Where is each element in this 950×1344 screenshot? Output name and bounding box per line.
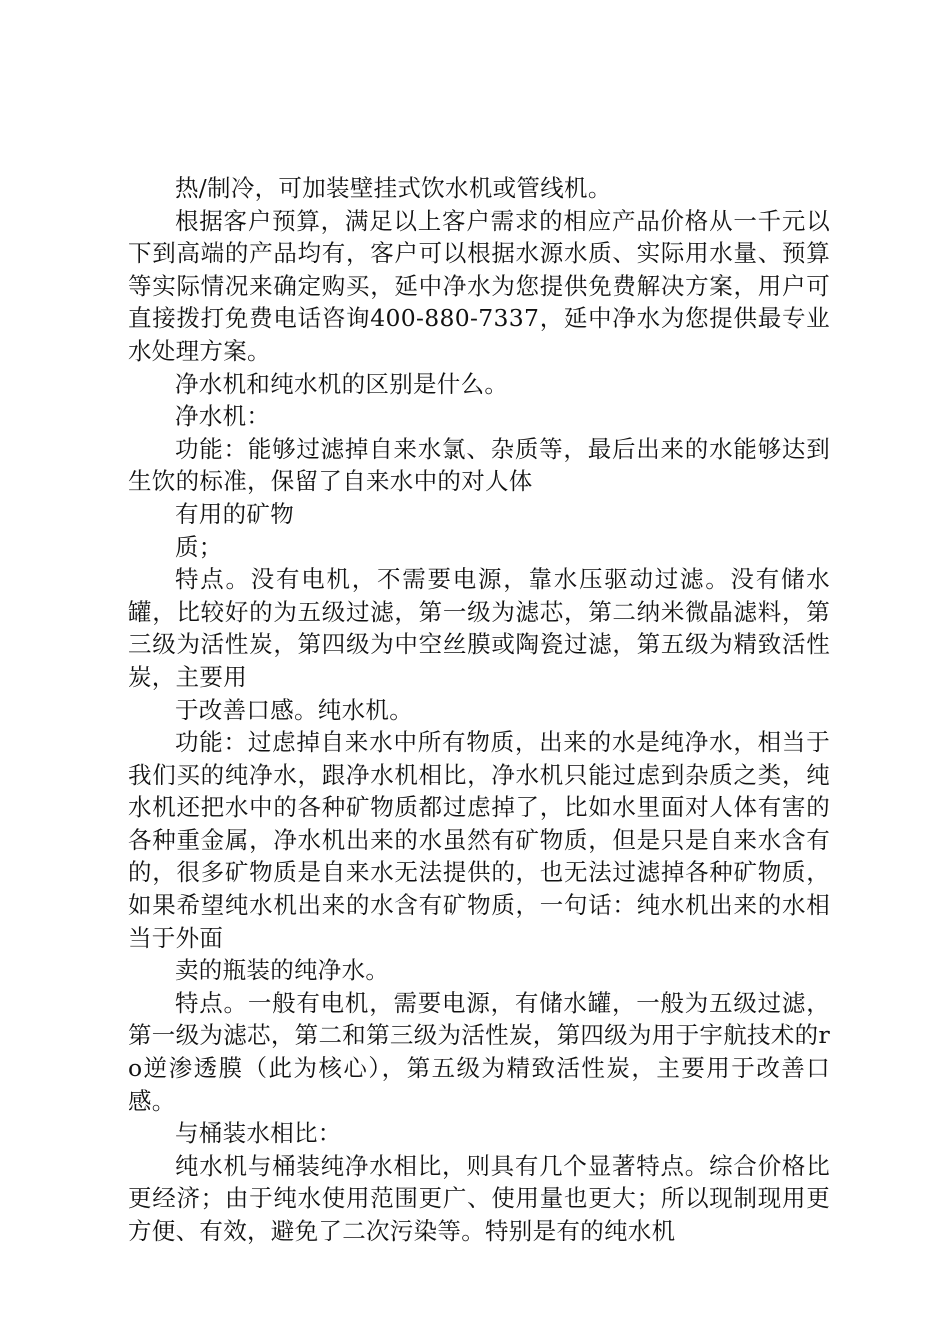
paragraph-1: 热/制冷，可加装壁挂式饮水机或管线机。	[175, 174, 612, 202]
paragraph-12: 特点。一般有电机，需要电源，有储水罐，一般为五级过滤，第一级为滤芯，第二和第三级为活性炭，第四级为用于宇航技术的ro逆渗透膜（此为核心），第五级为精致活性炭，主要用于改善口感。	[128, 988, 830, 1115]
paragraph-13: 与桶装水相比：	[175, 1119, 342, 1148]
paragraph-7: 质；	[175, 532, 223, 561]
paragraph-2: 根据客户预算，满足以上客户需求的相应产品价格从一千元以下到高端的产品均有，客户可以根据水源水质、实际用水量、预算等实际情况来确定购买，延中净水为您提供免费解决方案，用户可直接拨打免费电话咨询400-880-7337，延中净水为您提供最专业水处理方案。	[128, 206, 830, 365]
paragraph-3: 净水机和纯水机的区别是什么。	[175, 369, 509, 398]
paragraph-4: 净水机：	[175, 402, 271, 431]
paragraph-14: 纯水机与桶装纯净水相比，则具有几个显著特点。综合价格比更经济；由于纯水使用范围更广、使用量也更大；所以现制现用更方便、有效，避免了二次污染等。特别是有的纯水机	[128, 1151, 830, 1245]
paragraph-10: 功能：过虑掉自来水中所有物质，出来的水是纯净水，相当于我们买的纯净水，跟净水机相比，净水机只能过虑到杂质之类，纯水机还把水中的各种矿物质都过虑掉了，比如水里面对人体有害的各种重金属，净水机出来的水虽然有矿物质，但是只是自来水含有的，很多矿物质是自来水无法提供的，也无法过滤掉各种矿物质，如果希望纯水机出来的水含有矿物质，一句话：纯水机出来的水相当于外面	[128, 728, 830, 952]
paragraph-11: 卖的瓶装的纯净水。	[175, 956, 390, 985]
paragraph-5: 功能：能够过滤掉自来水氯、杂质等，最后出来的水能够达到生饮的标准，保留了自来水中的对人体	[128, 434, 830, 496]
paragraph-9: 于改善口感。纯水机。	[175, 695, 413, 724]
document-body	[128, 172, 830, 1248]
paragraph-8: 特点。没有电机，不需要电源，靠水压驱动过滤。没有储水罐，比较好的为五级过滤，第一级为滤芯，第二纳米微晶滤料，第三级为活性炭，第四级为中空丝膜或陶瓷过滤，第五级为精致活性炭，主要用	[128, 565, 830, 691]
paragraph-6: 有用的矿物	[175, 499, 294, 528]
